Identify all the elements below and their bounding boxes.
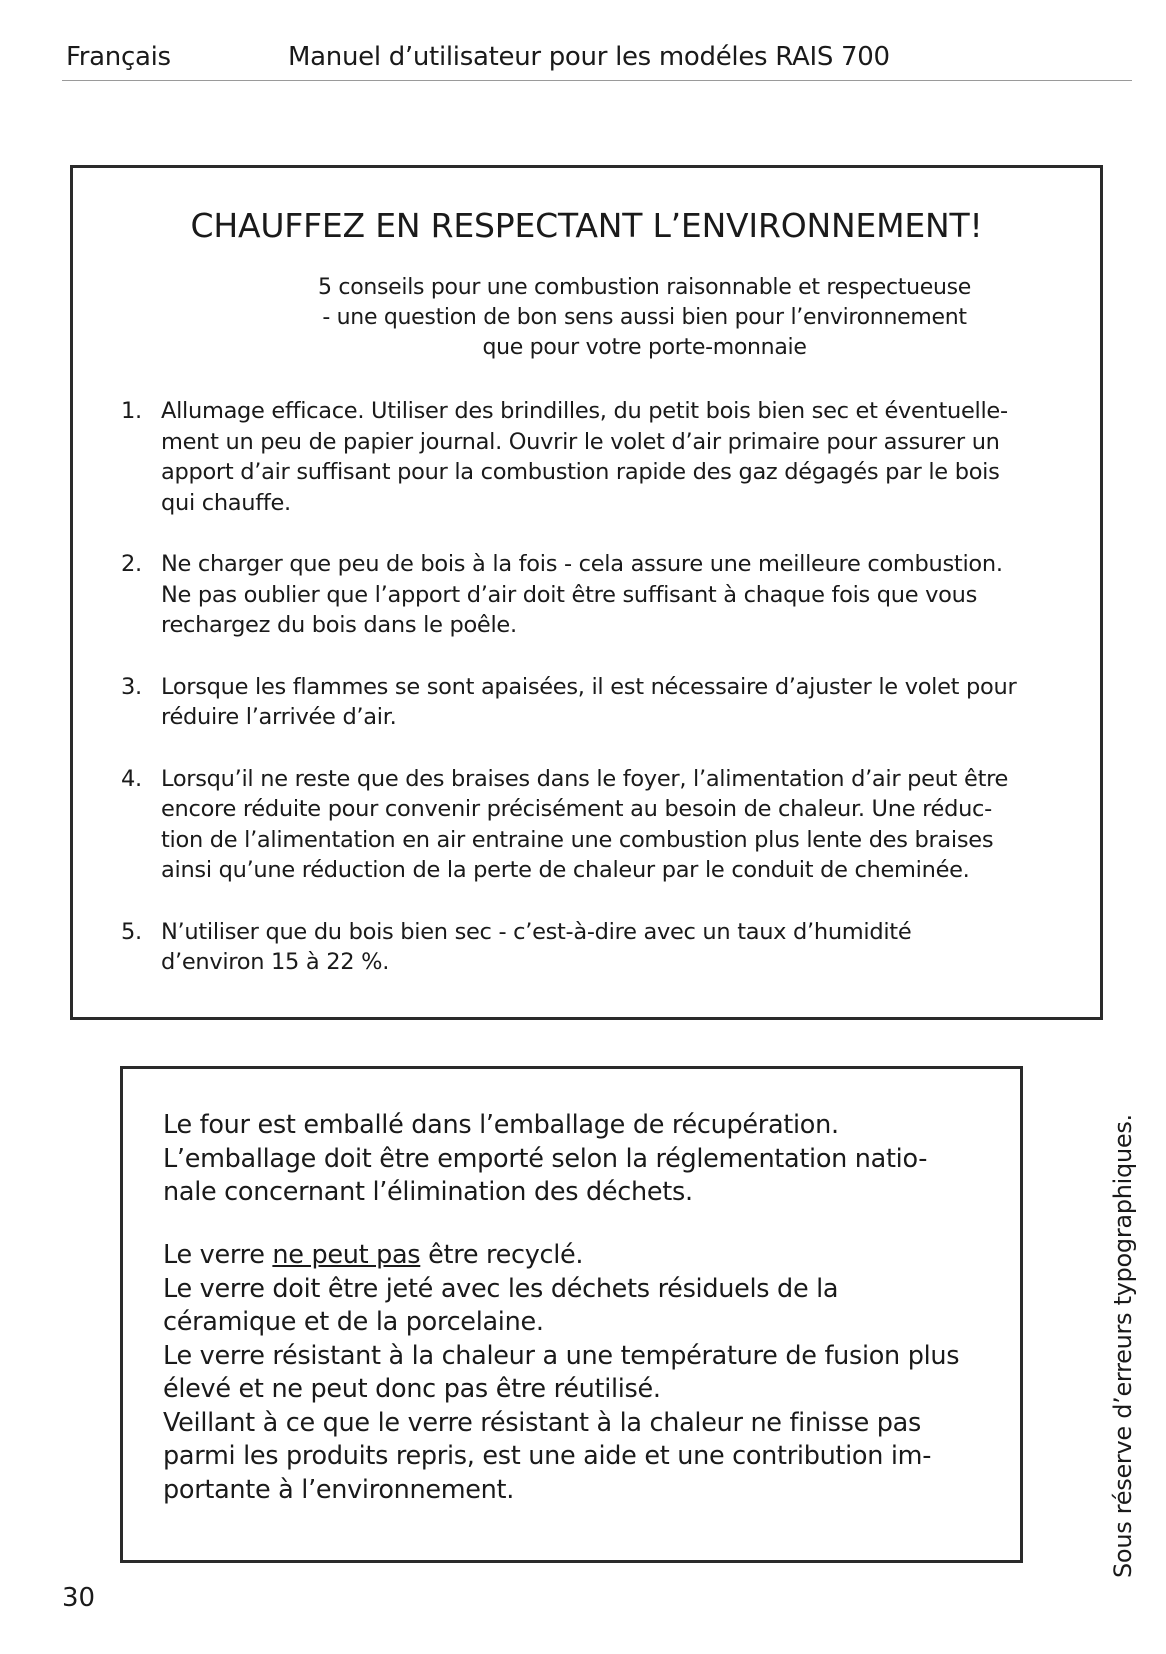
- page-header: [62, 40, 1132, 81]
- tip-line: Ne pas oublier que l’apport d’air doit être suffisant à chaque fois que vous: [161, 581, 978, 608]
- tip-line: ainsi qu’une réduction de la perte de chaleur par le conduit de cheminée.: [161, 857, 970, 883]
- header-language: Français: [66, 42, 171, 72]
- tip-text: [161, 764, 1082, 886]
- glass-line: élevé et ne peut donc pas être réutilisé.: [163, 1374, 661, 1404]
- tip-item: [73, 672, 1100, 733]
- tip-line: apport d’air suffisant pour la combustion rapide des gaz dégagés par le bois: [161, 459, 1000, 485]
- packaging-paragraph: [163, 1109, 927, 1210]
- tip-item: [73, 917, 1100, 978]
- tip-line: réduire l’arrivée d’air.: [161, 704, 397, 730]
- tip-line: N’utiliser que du bois bien sec - c’est-à-dire avec un taux d’humidité: [161, 918, 912, 945]
- side-disclaimer: Sous réserve d’erreurs typographiques.: [1109, 1114, 1137, 1578]
- packaging-line: Le four est emballé dans l’emballage de récupération.: [163, 1110, 839, 1140]
- glass-line: céramique et de la porcelaine.: [163, 1307, 544, 1337]
- glass-line-end: être recyclé.: [420, 1240, 584, 1270]
- packaging-box: [120, 1066, 1023, 1563]
- tip-item: [73, 549, 1100, 641]
- glass-paragraph: [163, 1239, 959, 1507]
- tips-list: [73, 396, 1100, 1009]
- intro-line: 5 conseils pour une combustion raisonnable et respectueuse: [318, 275, 971, 300]
- glass-line: Le verre doit être jeté avec les déchets résiduels de la: [163, 1273, 839, 1304]
- packaging-line: L’emballage doit être emporté selon la réglementation natio-: [163, 1143, 928, 1174]
- glass-line: portante à l’environnement.: [163, 1474, 515, 1505]
- tip-line: Ne charger que peu de bois à la fois - cela assure une meilleure combustion.: [161, 551, 1003, 577]
- tip-text: [161, 672, 1082, 733]
- tip-line: Lorsqu’il ne reste que des braises dans le foyer, l’alimentation d’air peut être: [161, 765, 1009, 792]
- tip-line: tion de l’alimentation en air entraine une combustion plus lente des braises: [161, 826, 994, 853]
- tip-line: d’environ 15 à 22 %.: [161, 949, 390, 975]
- tip-item: [73, 764, 1100, 886]
- glass-line: parmi les produits repris, est une aide et une contribution im-: [163, 1441, 932, 1471]
- tip-number: 5.: [121, 918, 142, 945]
- environment-heading: CHAUFFEZ EN RESPECTANT L’ENVIRONNEMENT!: [190, 206, 983, 245]
- header-title: Manuel d’utilisateur pour les modéles RAIS 700: [288, 42, 890, 72]
- tip-number: 1.: [121, 398, 142, 424]
- tip-item: [73, 396, 1100, 518]
- intro-line: que pour votre porte-monnaie: [482, 335, 807, 360]
- tip-number: 4.: [121, 765, 142, 792]
- glass-line-start: Le verre: [163, 1240, 273, 1270]
- glass-line-emphasis: ne peut pas: [272, 1240, 421, 1270]
- intro-line: - une question de bon sens aussi bien pour l’environnement: [322, 305, 967, 330]
- tip-line: rechargez du bois dans le poêle.: [161, 612, 517, 638]
- tip-line: qui chauffe.: [161, 489, 291, 516]
- tip-line: encore réduite pour convenir précisément au besoin de chaleur. Une réduc-: [161, 796, 992, 822]
- tip-line: Lorsque les flammes se sont apaisées, il est nécessaire d’ajuster le volet pour: [161, 673, 1017, 700]
- glass-line: Veillant à ce que le verre résistant à la chaleur ne finisse pas: [163, 1407, 921, 1438]
- glass-recycle-line: [163, 1239, 959, 1273]
- tip-text: [161, 549, 1082, 641]
- tip-text: [161, 396, 1082, 518]
- page-number: 30: [62, 1583, 96, 1613]
- tip-text: [161, 917, 1082, 978]
- tip-number: 2.: [121, 551, 142, 577]
- environment-tips-box: [70, 165, 1103, 1020]
- tip-line: ment un peu de papier journal. Ouvrir le volet d’air primaire pour assurer un: [161, 428, 1000, 455]
- glass-line: Le verre résistant à la chaleur a une température de fusion plus: [163, 1340, 960, 1371]
- tip-line: Allumage efficace. Utiliser des brindilles, du petit bois bien sec et éventuelle-: [161, 398, 1008, 424]
- tip-number: 3.: [121, 673, 142, 700]
- packaging-line: nale concernant l’élimination des déchets.: [163, 1177, 693, 1207]
- environment-intro: [73, 273, 1100, 363]
